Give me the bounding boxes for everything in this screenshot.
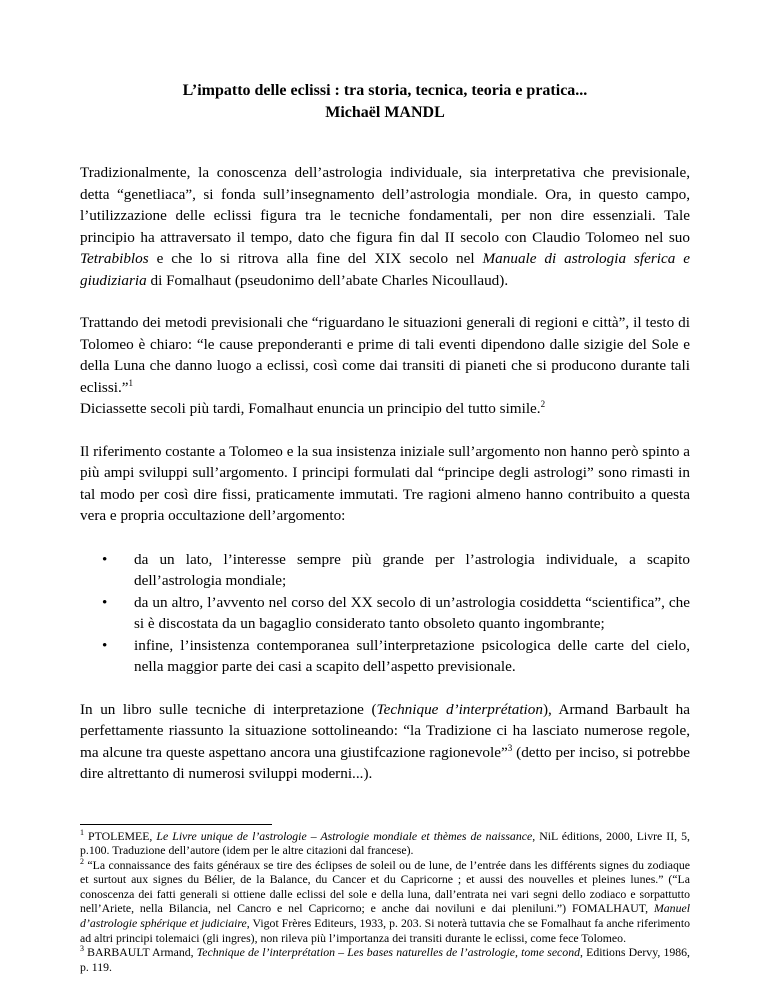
footnote-number: 1	[80, 827, 84, 837]
paragraph-barbault: In un libro sulle tecniche di interpretazione (Technique d’interprétation), Armand Barbault ha perfettamente riassunto la situazione sottolineando: “la Tradizione ci ha lasciato numerose regole, ma alcune tra queste aspettano ancora una giustifcazione ragionevole”$^3$ (detto per inciso, si potrebbe dire altrettanto di numerosi sviluppi moderni...).	[80, 700, 691, 782]
document-page	[80, 80, 690, 974]
document-author: Michaël MANDL	[325, 104, 445, 121]
footnote-ref-2[interactable]: 2	[540, 398, 546, 409]
bullet-icon: •	[102, 593, 108, 611]
paragraph-fomalhaut: Diciassette secoli più tardi, Fomalhaut enuncia un principio del tutto simile.$^2$	[80, 398, 546, 417]
footnote-number: 3	[80, 944, 84, 954]
list-item: • da un lato, l’interesse sempre più grande per l’astrologia individuale, a scapito dell’astrologia mondiale;	[102, 550, 690, 589]
book-title-tetrabiblos: Tetrabiblos	[80, 250, 149, 267]
list-item: • infine, l’insistenza contemporanea sull’interpretazione psicologica delle carte del cielo, nella maggior parte dei casi a scapito dell’aspetto previsionale.	[102, 636, 690, 675]
book-title-technique: Technique d’interprétation	[376, 700, 543, 718]
footnote-3: $^3$ BARBAULT Armand, Technique de l’interprétation – Les bases naturelles de l’astrologie, tome second, Editions Dervy, 1986, p. 119.	[80, 944, 690, 974]
footnote-1: $^1$ PTOLEMEE, Le Livre unique de l’astrologie – Astrologie mondiale et thèmes de naissance, NiL éditions, 2000, Livre II, 5, p.100. Traduzione dell’autore (idem per le altre citazioni dal francese).	[80, 827, 690, 858]
footnote-separator	[80, 824, 272, 825]
bullet-icon: •	[102, 550, 108, 568]
book-title-manuale: Manuale di astrologia sferica e giudiziaria	[80, 250, 690, 289]
reasons-list	[80, 549, 690, 678]
footnote-2: $^2$ “La connaissance des faits généraux se tire des éclipses de soleil ou de lune, de l’entrée dans les différents signes du zodiaque et surtout aux signes du Bélier, de la Balance, du Cancer et du Capricorne ; et aussi des nouvelles et pleines lunes.” (“La conoscenza dei fatti generali si ottiene dalle eclissi del sole e della luna, dall’entrata nei vari segni dello zodiaco e sorpattutto nell’Ariete, nella Bilancia, nel Cancro e nel Capricorno; e anche dai noviluni e dai pleniluni.”) FOMALHAUT, Manuel d’astrologie sphérique et judiciaire, Vigot Frères Editeurs, 1933, p. 203. Si noterà tuttavia che se Fomalhaut fa anche riferimento ad altri principi tolemaici (gli ingres), non rileva più l’importanza dei transiti durante le eclissi, come fece Tolomeo.	[80, 856, 690, 945]
bullet-icon: •	[102, 636, 108, 654]
footnote-number: 2	[80, 856, 84, 866]
footnote-ref-1[interactable]: 1	[128, 377, 133, 388]
paragraph-tolomeo: Trattando dei metodi previsionali che “riguardano le situazioni generali di regioni e città”, il testo di Tolomeo è chiaro: “le cause preponderanti e prime di tali eventi dipendono dalle sizigie del Sole e della Luna che danno luogo a eclissi, così come dai transiti di pianeti che si producono durante tali eclissi.”$^1$	[80, 314, 690, 396]
paragraph-intro: Tradizionalmente, la conoscenza dell’astrologia individuale, sia interpretativa che previsionale, detta “genetliaca”, si fonda sull’insegnamento dell’astrologia mondiale. Ora, in questo campo, l’utilizzazione delle eclissi figura tra le tecniche fondamentali, per non dire essenziali. Tale principio ha attraversato il tempo, dato che figura fin dal II secolo con Claudio Tolomeo nel suo Tetrabiblos e che lo si ritrova alla fine del XIX secolo nel Manuale di astrologia sferica e giudiziaria di Fomalhaut (pseudonimo dell’abate Charles Nicoullaud).	[80, 164, 690, 289]
document-title: L’impatto delle eclissi : tra storia, tecnica, teoria e pratica...	[182, 82, 588, 99]
paragraph-riferimento: Il riferimento costante a Tolomeo e la sua insistenza iniziale sull’argomento non hanno però spinto a più ampi sviluppi sull’argomento. I principi formulati dal “principe degli astrologi” sono rimasti in tal modo per così dire fissi, praticamente immutati. Tre ragioni almeno hanno contribuito a questa vera e propria occultazione dell’argomento:	[80, 442, 690, 524]
list-item: • da un altro, l’avvento nel corso del XX secolo di un’astrologia cosiddetta “scientifica”, che si è discostata da un bagaglio considerato tanto obsoleto quanto ingombrante;	[102, 593, 690, 632]
footnote-ref-3[interactable]: 3	[507, 742, 513, 753]
